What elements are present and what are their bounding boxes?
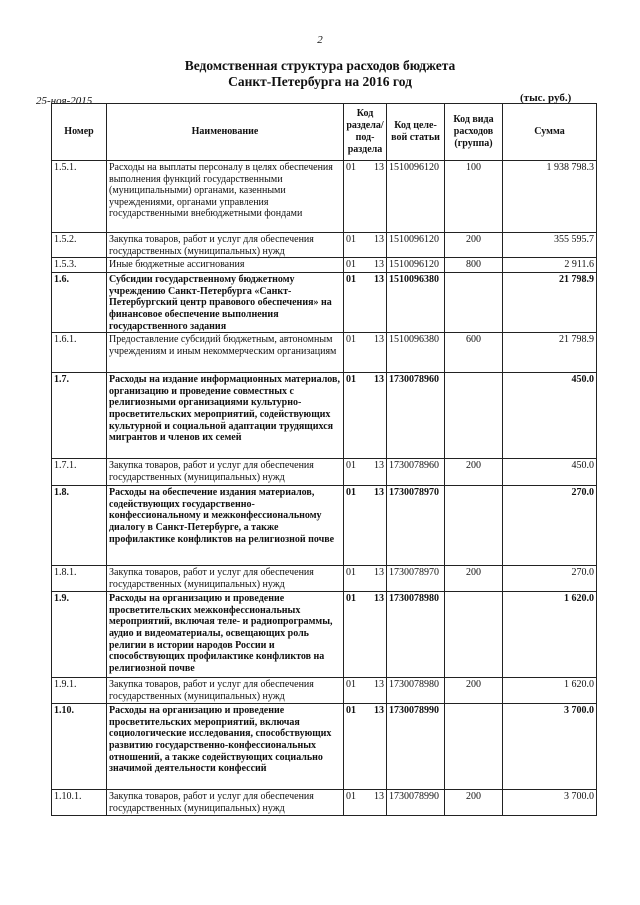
- row-target-code: 1730078960: [387, 459, 445, 486]
- row-expense-kind: 200: [445, 459, 503, 486]
- row-number: 1.8.1.: [52, 566, 107, 592]
- document-date: 25-ноя-2015: [36, 95, 93, 107]
- row-sum: 1 620.0: [503, 678, 597, 704]
- row-subsection-code: 13: [367, 333, 387, 373]
- row-name: Предоставление субсидий бюджетным, автономным учреждениям и иным некоммерческим организациям: [107, 333, 344, 373]
- row-subsection-code: 13: [367, 678, 387, 704]
- row-expense-kind: [445, 273, 503, 333]
- row-expense-kind: 100: [445, 161, 503, 233]
- table-row: [52, 592, 597, 678]
- row-section-code: 01: [344, 486, 367, 566]
- row-sum: 270.0: [503, 566, 597, 592]
- row-number: 1.6.1.: [52, 333, 107, 373]
- row-sum: 2 911.6: [503, 258, 597, 273]
- row-name: Иные бюджетные ассигнования: [107, 258, 344, 273]
- row-target-code: 1510096120: [387, 233, 445, 258]
- row-name: Расходы на обеспечение издания материалов, содействующих государственно-конфессиональному и межконфессиональному диалогу в Санкт-Петербурге, а также профилактике конфликтов на религиозной почве: [107, 486, 344, 566]
- row-target-code: 1730078980: [387, 592, 445, 678]
- row-sum: 21 798.9: [503, 273, 597, 333]
- row-target-code: 1510096120: [387, 161, 445, 233]
- header-expense-kind: Код вида расходов (группа): [445, 104, 503, 161]
- row-number: 1.8.: [52, 486, 107, 566]
- page-number: 2: [317, 34, 323, 46]
- table-row: [52, 161, 597, 233]
- row-subsection-code: 13: [367, 373, 387, 459]
- table-row: [52, 258, 597, 273]
- row-target-code: 1730078970: [387, 486, 445, 566]
- row-expense-kind: 200: [445, 678, 503, 704]
- row-sum: 270.0: [503, 486, 597, 566]
- table-row: [52, 790, 597, 816]
- row-name: Расходы на издание информационных материалов, организацию и проведение совместных с религиозными организациями культурно-просветительских мероприятий, содействующих культурной и социальной адаптации трудящихся мигрантов и членов их семей: [107, 373, 344, 459]
- row-expense-kind: 200: [445, 566, 503, 592]
- row-number: 1.9.1.: [52, 678, 107, 704]
- row-subsection-code: 13: [367, 273, 387, 333]
- row-section-code: 01: [344, 333, 367, 373]
- row-sum: 355 595.7: [503, 233, 597, 258]
- row-subsection-code: 13: [367, 161, 387, 233]
- row-section-code: 01: [344, 273, 367, 333]
- row-number: 1.7.1.: [52, 459, 107, 486]
- row-number: 1.5.1.: [52, 161, 107, 233]
- row-sum: 3 700.0: [503, 790, 597, 816]
- row-target-code: 1730078970: [387, 566, 445, 592]
- row-number: 1.6.: [52, 273, 107, 333]
- row-section-code: 01: [344, 233, 367, 258]
- document-title: [0, 58, 640, 90]
- header-number: Номер: [52, 104, 107, 161]
- row-name: Закупка товаров, работ и услуг для обеспечения государственных (муниципальных) нужд: [107, 790, 344, 816]
- row-subsection-code: 13: [367, 486, 387, 566]
- row-expense-kind: [445, 373, 503, 459]
- row-sum: 1 938 798.3: [503, 161, 597, 233]
- row-subsection-code: 13: [367, 566, 387, 592]
- row-expense-kind: 200: [445, 233, 503, 258]
- row-section-code: 01: [344, 373, 367, 459]
- row-number: 1.10.1.: [52, 790, 107, 816]
- header-sum: Сумма: [503, 104, 597, 161]
- row-section-code: 01: [344, 704, 367, 790]
- row-section-code: 01: [344, 566, 367, 592]
- row-number: 1.10.: [52, 704, 107, 790]
- row-expense-kind: [445, 592, 503, 678]
- row-subsection-code: 13: [367, 233, 387, 258]
- row-expense-kind: [445, 486, 503, 566]
- row-name: Расходы на организацию и проведение просветительских мероприятий, включая социологические исследования, способствующих развитию государственно-конфессиональных отношений, а также содействующих социально значимой деятельности конфессий: [107, 704, 344, 790]
- row-expense-kind: [445, 704, 503, 790]
- row-section-code: 01: [344, 678, 367, 704]
- row-sum: 1 620.0: [503, 592, 597, 678]
- row-name: Закупка товаров, работ и услуг для обеспечения государственных (муниципальных) нужд: [107, 459, 344, 486]
- table-row: [52, 273, 597, 333]
- row-name: Расходы на выплаты персоналу в целях обеспечения выполнения функций государственными (муниципальными) органами, казенными учреждениями, органами управления государственными внебюджетными фондами: [107, 161, 344, 233]
- title-line-1: Ведомственная структура расходов бюджета: [184, 58, 456, 73]
- row-number: 1.9.: [52, 592, 107, 678]
- row-target-code: 1510096380: [387, 333, 445, 373]
- row-number: 1.7.: [52, 373, 107, 459]
- table-row: [52, 459, 597, 486]
- row-expense-kind: 800: [445, 258, 503, 273]
- row-section-code: 01: [344, 258, 367, 273]
- row-target-code: 1730078980: [387, 678, 445, 704]
- header-name: Наименование: [107, 104, 344, 161]
- row-subsection-code: 13: [367, 704, 387, 790]
- row-expense-kind: 200: [445, 790, 503, 816]
- row-section-code: 01: [344, 790, 367, 816]
- row-sum: 450.0: [503, 373, 597, 459]
- table-header-row: [52, 104, 597, 161]
- row-section-code: 01: [344, 459, 367, 486]
- table-row: [52, 704, 597, 790]
- row-sum: 450.0: [503, 459, 597, 486]
- row-subsection-code: 13: [367, 592, 387, 678]
- table-row: [52, 333, 597, 373]
- table-row: [52, 373, 597, 459]
- row-section-code: 01: [344, 161, 367, 233]
- title-line-2: Санкт-Петербурга на 2016 год: [228, 74, 412, 89]
- row-sum: 3 700.0: [503, 704, 597, 790]
- row-target-code: 1510096120: [387, 258, 445, 273]
- units-label: (тыс. руб.): [520, 92, 572, 104]
- budget-table: [51, 103, 597, 816]
- header-section-code: Код раздела/ под- раздела: [344, 104, 387, 161]
- row-target-code: 1730078960: [387, 373, 445, 459]
- row-number: 1.5.2.: [52, 233, 107, 258]
- row-name: Расходы на организацию и проведение просветительских межконфессиональных мероприятий, включая теле- и радиопрограммы, аудио и видеоматериалы, освещающих роль религии в истории народов России и способствующих профилактике конфликтов на религиозной почве: [107, 592, 344, 678]
- row-target-code: 1730078990: [387, 704, 445, 790]
- row-subsection-code: 13: [367, 459, 387, 486]
- row-expense-kind: 600: [445, 333, 503, 373]
- table-row: [52, 566, 597, 592]
- table-row: [52, 678, 597, 704]
- table-row: [52, 233, 597, 258]
- row-name: Субсидии государственному бюджетному учреждению Санкт-Петербурга «Санкт-Петербургский центр правового обеспечения» на финансовое обеспечение выполнения государственного задания: [107, 273, 344, 333]
- row-name: Закупка товаров, работ и услуг для обеспечения государственных (муниципальных) нужд: [107, 566, 344, 592]
- row-sum: 21 798.9: [503, 333, 597, 373]
- row-number: 1.5.3.: [52, 258, 107, 273]
- table-body: [52, 161, 597, 816]
- header-target-code: Код целе- вой статьи: [387, 104, 445, 161]
- row-target-code: 1730078990: [387, 790, 445, 816]
- row-section-code: 01: [344, 592, 367, 678]
- row-name: Закупка товаров, работ и услуг для обеспечения государственных (муниципальных) нужд: [107, 233, 344, 258]
- row-name: Закупка товаров, работ и услуг для обеспечения государственных (муниципальных) нужд: [107, 678, 344, 704]
- table-row: [52, 486, 597, 566]
- row-target-code: 1510096380: [387, 273, 445, 333]
- row-subsection-code: 13: [367, 258, 387, 273]
- row-subsection-code: 13: [367, 790, 387, 816]
